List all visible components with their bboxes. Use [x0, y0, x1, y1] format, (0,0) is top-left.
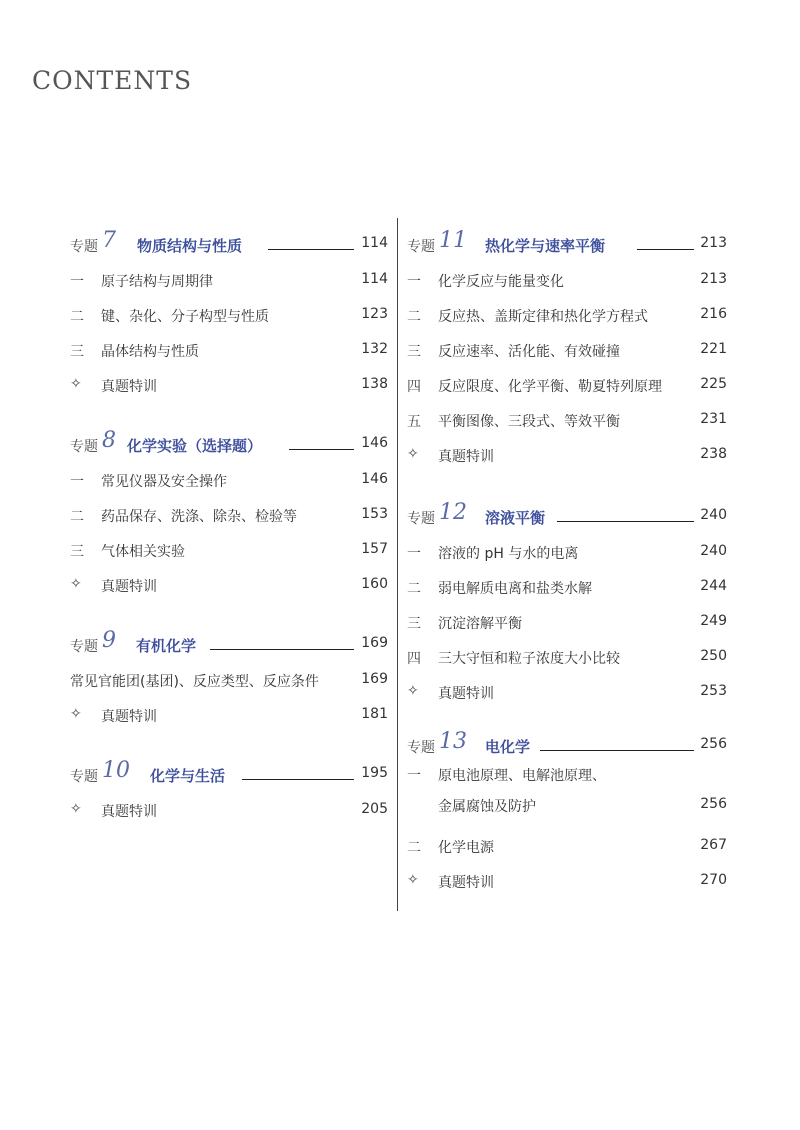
- entry-title: 常见官能团(基团)、反应类型、反应条件: [70, 674, 319, 690]
- toc-entry[interactable]: [407, 828, 727, 863]
- topic-number: 12: [439, 500, 467, 525]
- entry-number: 二: [70, 509, 84, 525]
- toc-entry[interactable]: [70, 697, 388, 732]
- sparkle-icon: ✧: [70, 576, 82, 592]
- toc-entry[interactable]: [70, 497, 388, 532]
- entry-page: 160: [361, 576, 388, 592]
- topic-number: 9: [102, 628, 116, 653]
- topic-page: 195: [361, 765, 388, 781]
- topic-prefix: 专题: [70, 769, 98, 785]
- topic-heading-12[interactable]: [407, 500, 727, 534]
- entry-page: 250: [700, 648, 727, 664]
- entry-page: 270: [700, 872, 727, 888]
- entry-title: 反应速率、活化能、有效碰撞: [438, 344, 620, 360]
- entry-title: 药品保存、洗涤、除杂、检验等: [101, 509, 297, 525]
- toc-entry[interactable]: [70, 567, 388, 602]
- entry-number: 一: [70, 274, 84, 290]
- topic-title: 溶液平衡: [485, 509, 546, 527]
- topic-page: 256: [700, 736, 727, 752]
- entry-page: 146: [361, 471, 388, 487]
- topic-heading-13[interactable]: [407, 729, 727, 763]
- topic-title: 有机化学: [136, 637, 197, 655]
- topic-prefix: 专题: [70, 639, 98, 655]
- entry-title-continued: 金属腐蚀及防护: [438, 799, 536, 815]
- sparkle-icon: ✧: [407, 446, 419, 462]
- entry-number: 四: [407, 651, 421, 667]
- entry-number: 二: [407, 840, 421, 856]
- entry-title: 真题特训: [438, 875, 494, 891]
- topic-heading-8[interactable]: [70, 428, 388, 462]
- entry-number: 二: [407, 581, 421, 597]
- sparkle-icon: ✧: [70, 801, 82, 817]
- entry-page: 231: [700, 411, 727, 427]
- entry-title: 原电池原理、电解池原理、: [438, 768, 606, 784]
- topic-prefix: 专题: [70, 239, 98, 255]
- toc-entry[interactable]: [70, 792, 388, 827]
- entry-title: 真题特训: [101, 579, 157, 595]
- entry-number: 三: [70, 544, 84, 560]
- sparkle-icon: ✧: [407, 872, 419, 888]
- entry-number: 二: [70, 309, 84, 325]
- leader-line: [540, 750, 694, 751]
- topic-title: 化学实验（选择题）: [127, 437, 263, 455]
- entry-number: 五: [407, 414, 421, 430]
- toc-entry[interactable]: [70, 297, 388, 332]
- toc-entry[interactable]: [407, 262, 727, 297]
- topic-prefix: 专题: [407, 239, 435, 255]
- entry-title: 真题特训: [438, 449, 494, 465]
- sparkle-icon: ✧: [70, 706, 82, 722]
- sparkle-icon: ✧: [407, 683, 419, 699]
- leader-line: [637, 249, 694, 250]
- entry-title: 三大守恒和粒子浓度大小比较: [438, 651, 620, 667]
- page-title: CONTENTS: [32, 66, 193, 95]
- topic-page: 240: [700, 507, 727, 523]
- leader-line: [268, 249, 354, 250]
- column-divider: [397, 218, 398, 911]
- topic-prefix: 专题: [70, 439, 98, 455]
- topic-heading-10[interactable]: [70, 758, 388, 792]
- entry-page: 249: [700, 613, 727, 629]
- topic-title: 化学与生活: [150, 767, 226, 785]
- topic-number: 10: [102, 758, 130, 783]
- toc-entry[interactable]: [407, 437, 727, 472]
- leader-line: [210, 649, 354, 650]
- leader-line: [557, 521, 694, 522]
- entry-number: 一: [407, 768, 421, 784]
- entry-page: 153: [361, 506, 388, 522]
- entry-title: 反应限度、化学平衡、勒夏特列原理: [438, 379, 662, 395]
- toc-entry[interactable]: [407, 402, 727, 437]
- entry-number: 四: [407, 379, 421, 395]
- toc-entry[interactable]: [407, 674, 727, 709]
- topic-prefix: 专题: [407, 740, 435, 756]
- toc-entry[interactable]: [407, 297, 727, 332]
- entry-page: 225: [700, 376, 727, 392]
- entry-title: 常见仪器及安全操作: [101, 474, 227, 490]
- topic-page: 114: [361, 235, 388, 251]
- entry-page: 205: [361, 801, 388, 817]
- entry-page: 213: [700, 271, 727, 287]
- topic-page: 146: [361, 435, 388, 451]
- toc-entry[interactable]: [407, 569, 727, 604]
- topic-number: 13: [439, 729, 467, 754]
- toc-left-column: [70, 228, 388, 827]
- toc-entry[interactable]: [407, 534, 727, 569]
- entry-title: 沉淀溶解平衡: [438, 616, 522, 632]
- entry-number: 一: [407, 274, 421, 290]
- entry-title: 真题特训: [101, 379, 157, 395]
- topic-number: 11: [439, 228, 467, 253]
- toc-entry[interactable]: [407, 793, 727, 828]
- entry-page: 256: [700, 796, 727, 812]
- entry-title: 平衡图像、三段式、等效平衡: [438, 414, 620, 430]
- entry-title: 晶体结构与性质: [101, 344, 199, 360]
- entry-page: 267: [700, 837, 727, 853]
- toc-entry[interactable]: [407, 332, 727, 367]
- toc-right-column: [407, 228, 727, 898]
- entry-title: 弱电解质电离和盐类水解: [438, 581, 592, 597]
- topic-heading-9[interactable]: [70, 628, 388, 662]
- entry-page: 181: [361, 706, 388, 722]
- toc-entry[interactable]: [70, 532, 388, 567]
- entry-page: 221: [700, 341, 727, 357]
- entry-title: 气体相关实验: [101, 544, 185, 560]
- topic-prefix: 专题: [407, 511, 435, 527]
- entry-page: 244: [700, 578, 727, 594]
- topic-number: 8: [102, 428, 116, 453]
- entry-page: 123: [361, 306, 388, 322]
- entry-title: 键、杂化、分子构型与性质: [101, 309, 269, 325]
- toc-entry[interactable]: [407, 604, 727, 639]
- toc-entry[interactable]: [70, 332, 388, 367]
- topic-heading-7[interactable]: [70, 228, 388, 262]
- topic-number: 7: [102, 228, 116, 253]
- sparkle-icon: ✧: [70, 376, 82, 392]
- entry-page: 132: [361, 341, 388, 357]
- toc-entry[interactable]: [70, 662, 388, 697]
- entry-page: 157: [361, 541, 388, 557]
- topic-page: 169: [361, 635, 388, 651]
- toc-entry[interactable]: [70, 367, 388, 402]
- entry-title: 真题特训: [101, 709, 157, 725]
- entry-title: 原子结构与周期律: [101, 274, 213, 290]
- entry-title: 溶液的 pH 与水的电离: [438, 546, 579, 562]
- entry-page: 138: [361, 376, 388, 392]
- entry-title: 反应热、盖斯定律和热化学方程式: [438, 309, 648, 325]
- entry-page: 238: [700, 446, 727, 462]
- entry-title: 真题特训: [438, 686, 494, 702]
- entry-page: 253: [700, 683, 727, 699]
- entry-title: 化学反应与能量变化: [438, 274, 564, 290]
- toc-entry[interactable]: [407, 639, 727, 674]
- entry-title: 真题特训: [101, 804, 157, 820]
- toc-entry[interactable]: [407, 863, 727, 898]
- topic-heading-11[interactable]: [407, 228, 727, 262]
- toc-entry[interactable]: [407, 367, 727, 402]
- entry-page: 240: [700, 543, 727, 559]
- entry-number: 一: [407, 546, 421, 562]
- topic-title: 热化学与速率平衡: [485, 237, 606, 255]
- topic-page: 213: [700, 235, 727, 251]
- toc-entry[interactable]: [70, 262, 388, 297]
- topic-title: 电化学: [485, 738, 531, 756]
- entry-page: 169: [361, 671, 388, 687]
- toc-entry[interactable]: [70, 462, 388, 497]
- entry-number: 三: [407, 344, 421, 360]
- entry-title: 化学电源: [438, 840, 494, 856]
- entry-page: 216: [700, 306, 727, 322]
- entry-number: 三: [407, 616, 421, 632]
- entry-page: 114: [361, 271, 388, 287]
- leader-line: [289, 449, 354, 450]
- topic-title: 物质结构与性质: [137, 237, 243, 255]
- entry-number: 三: [70, 344, 84, 360]
- entry-number: 一: [70, 474, 84, 490]
- toc-entry[interactable]: [407, 763, 727, 793]
- leader-line: [242, 779, 354, 780]
- entry-number: 二: [407, 309, 421, 325]
